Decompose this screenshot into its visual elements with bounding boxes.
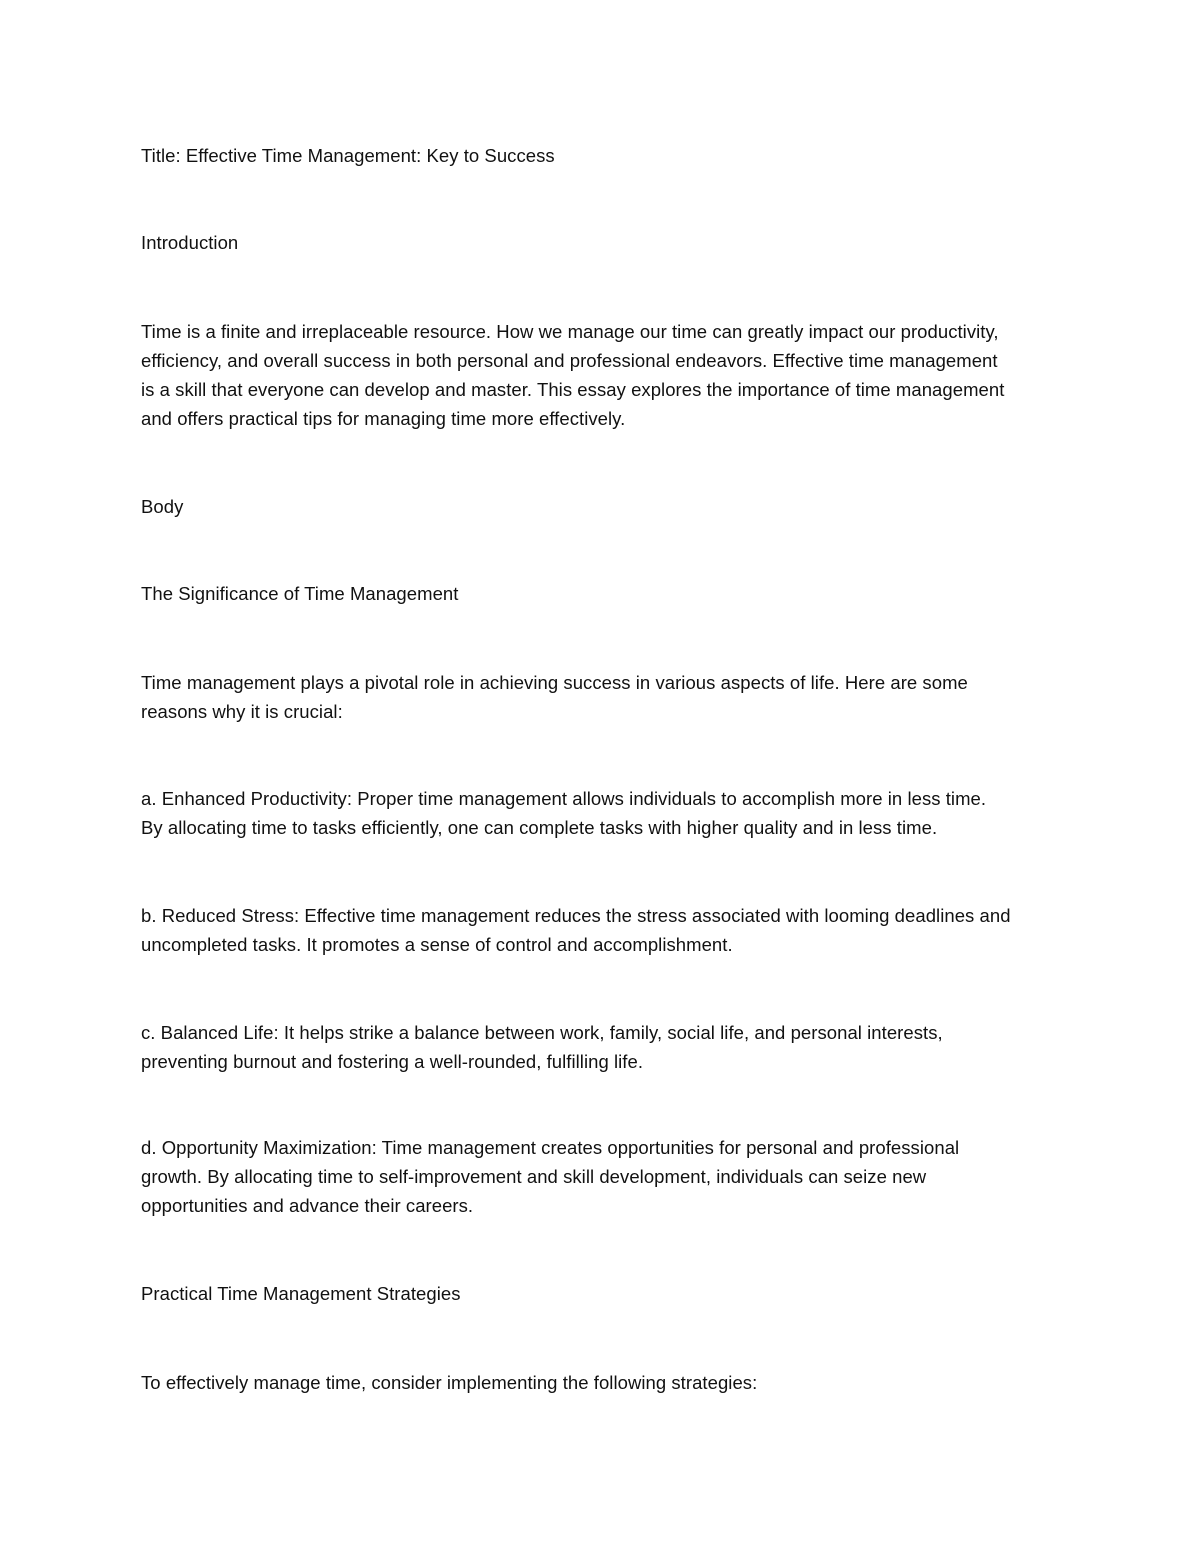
- introduction-paragraph: [141, 317, 1061, 433]
- paragraph-line: opportunities and advance their careers.: [141, 1195, 474, 1216]
- paragraph-line: preventing burnout and fostering a well-rounded, fulfilling life.: [141, 1051, 644, 1072]
- paragraph-line: Time is a finite and irreplaceable resource. How we manage our time can greatly impact our productivity,: [141, 321, 999, 342]
- document-title: [141, 141, 1061, 170]
- list-item-c: [141, 1018, 1061, 1076]
- paragraph-line: c. Balanced Life: It helps strike a balance between work, family, social life, and personal interests,: [141, 1022, 943, 1043]
- paragraph-line: To effectively manage time, consider implementing the following strategies:: [141, 1372, 758, 1393]
- paragraph-line: By allocating time to tasks efficiently, one can complete tasks with higher quality and in less time.: [141, 817, 938, 838]
- paragraph-line: uncompleted tasks. It promotes a sense of control and accomplishment.: [141, 934, 733, 955]
- strategies-heading-text: Practical Time Management Strategies: [141, 1283, 461, 1304]
- list-item-a: [141, 784, 1061, 842]
- list-item-b: [141, 901, 1061, 959]
- paragraph-line: reasons why it is crucial:: [141, 701, 343, 722]
- paragraph-line: d. Opportunity Maximization: Time management creates opportunities for personal and professional: [141, 1137, 960, 1158]
- strategies-heading: [141, 1279, 1061, 1308]
- body-heading-text: Body: [141, 496, 184, 517]
- strategies-intro-paragraph: [141, 1368, 1061, 1397]
- introduction-heading-text: Introduction: [141, 232, 239, 253]
- paragraph-line: b. Reduced Stress: Effective time management reduces the stress associated with looming deadlines and: [141, 905, 1011, 926]
- document-title-text: Title: Effective Time Management: Key to Success: [141, 145, 555, 166]
- significance-heading: [141, 579, 1061, 608]
- significance-intro-paragraph: [141, 668, 1061, 726]
- paragraph-line: a. Enhanced Productivity: Proper time management allows individuals to accomplish more in less time.: [141, 788, 987, 809]
- paragraph-line: Time management plays a pivotal role in achieving success in various aspects of life. Here are some: [141, 672, 968, 693]
- paragraph-line: growth. By allocating time to self-improvement and skill development, individuals can seize new: [141, 1166, 927, 1187]
- paragraph-line: is a skill that everyone can develop and master. This essay explores the importance of time management: [141, 379, 1005, 400]
- introduction-heading: [141, 228, 1061, 257]
- body-heading: [141, 492, 1061, 521]
- paragraph-line: efficiency, and overall success in both personal and professional endeavors. Effective time management: [141, 350, 998, 371]
- significance-heading-text: The Significance of Time Management: [141, 583, 459, 604]
- list-item-d: [141, 1133, 1061, 1220]
- paragraph-line: and offers practical tips for managing time more effectively.: [141, 408, 626, 429]
